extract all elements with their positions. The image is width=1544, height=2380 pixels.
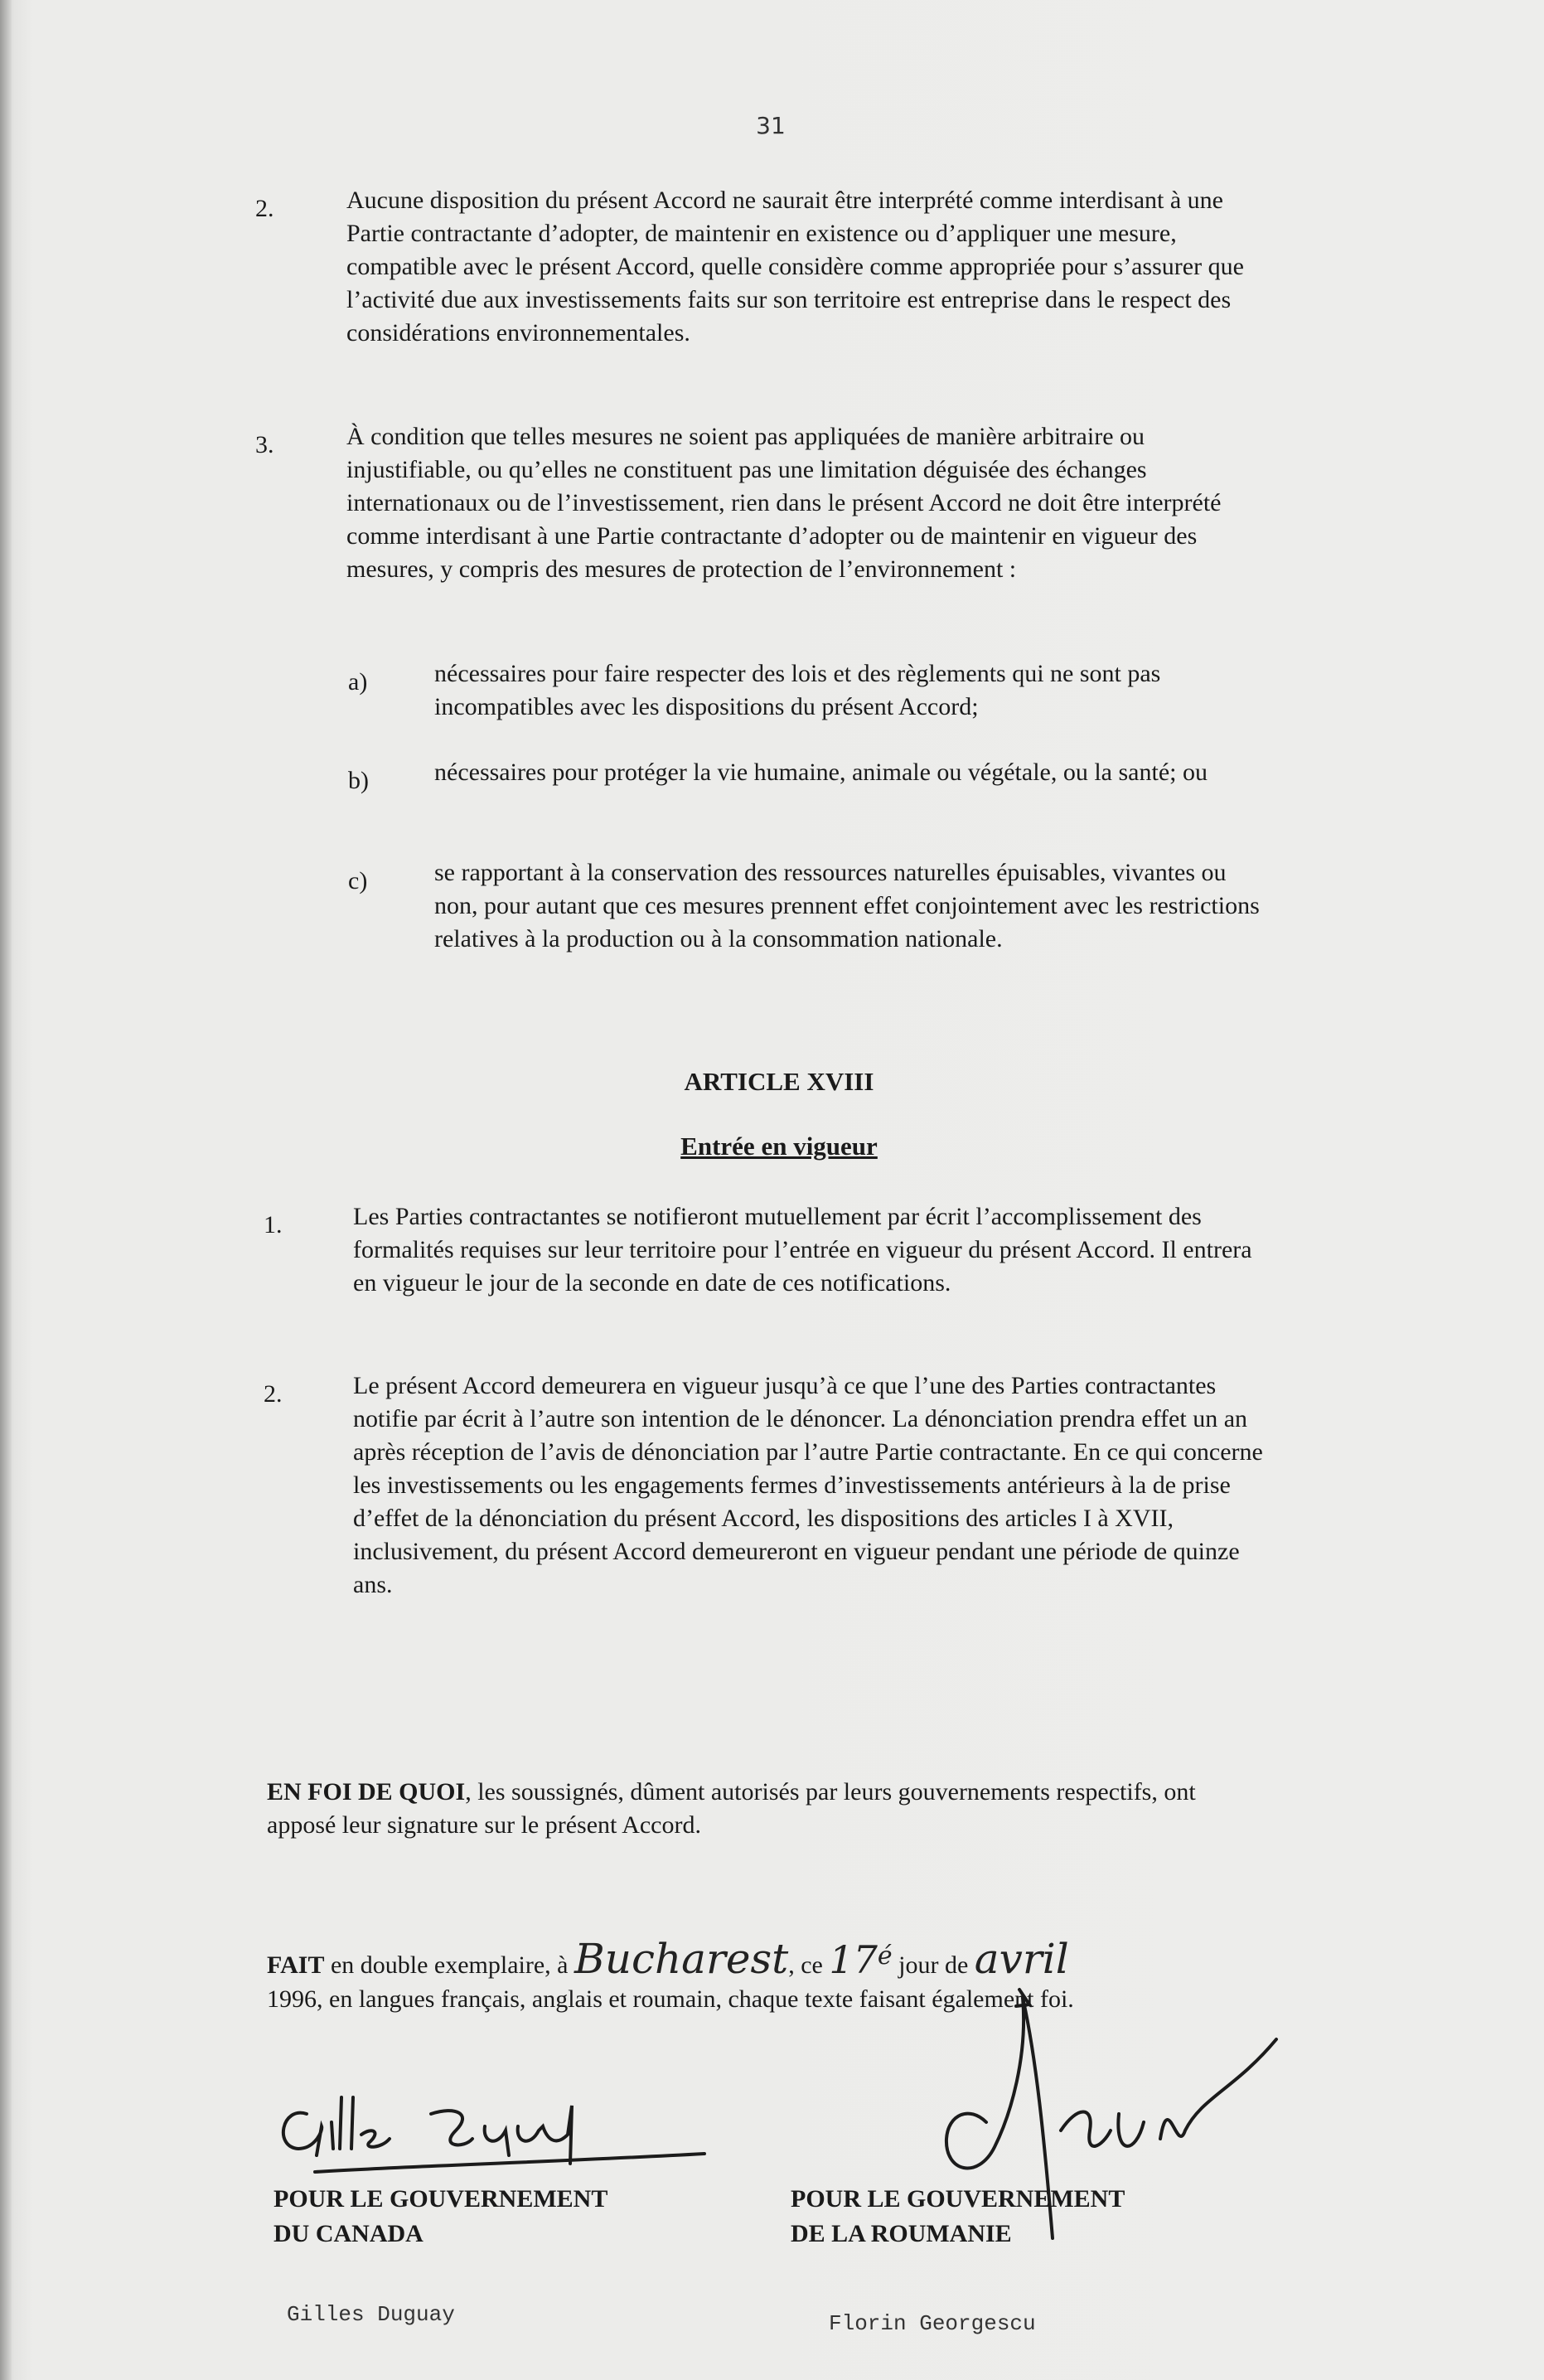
- done-text: jour de: [892, 1951, 975, 1979]
- done-text: , ce: [788, 1951, 830, 1979]
- typed-name-canada: Gilles Duguay: [287, 2302, 455, 2327]
- item-number: 1.: [264, 1211, 283, 1238]
- done-at-line-2: 1996, en langues français, anglais et roumain, chaque texte faisant également foi.: [267, 1985, 1074, 2013]
- subitem-letter: b): [348, 767, 369, 794]
- signature-canada: [257, 2056, 721, 2189]
- handwritten-city: Bucharest: [574, 1935, 789, 1983]
- signatory-line: DU CANADA: [273, 2220, 424, 2247]
- witness-bold: EN FOI DE QUOI: [267, 1778, 466, 1806]
- article-subtitle: Entrée en vigueur: [680, 1132, 878, 1161]
- subitem-text: nécessaires pour protéger la vie humaine, animale ou végétale, ou la santé; ou: [434, 759, 1208, 786]
- subitem-text: se rapportant à la conservation des ressources naturelles épuisables, vivantes ou non, pour autant que ces mesures prennent effet conjointement avec les restrictions relatives à la production ou à la consommation nationale.: [434, 859, 1260, 952]
- done-text: en double exemplaire, à: [324, 1951, 574, 1979]
- signatory-line: POUR LE GOUVERNEMENT: [791, 2185, 1125, 2213]
- page-number: 31: [756, 112, 786, 139]
- item-number: 2.: [255, 195, 274, 222]
- page-binding-shadow: [0, 0, 12, 2380]
- paragraph-environmental-measures: Aucune disposition du présent Accord ne saurait être interprété comme interdisant à une Partie contractante d’adopter, de maintenir en existence ou d’appliquer une mesure, compatible avec le présent Accord, quelle considère comme appropriée pour s’assurer que l’activité due aux investissements faits sur son territoire est entreprise dans le respect des considérations environnementales.: [346, 187, 1244, 347]
- done-bold: FAIT: [267, 1951, 325, 1979]
- witness-clause: [267, 1776, 1261, 1842]
- article-title: ARTICLE XVIII: [684, 1067, 874, 1096]
- signatory-romania: [791, 2182, 1125, 2252]
- signatory-canada: [273, 2182, 607, 2252]
- subitem-letter: a): [348, 668, 368, 696]
- item-number: 2.: [264, 1380, 283, 1408]
- subitem-text: nécessaires pour faire respecter des lois et des règlements qui ne sont pas incompatibles avec les dispositions du présent Accord;: [434, 660, 1161, 720]
- paragraph-general-exceptions: À condition que telles mesures ne soient pas appliquées de manière arbitraire ou injustifiable, ou qu’elles ne constituent pas une limitation déguisée des échanges internationaux ou de l’investissement, rien dans le présent Accord ne doit être interprété comme interdisant à une Partie contractante d’adopter ou de maintenir en vigueur des mesures, y compris des mesures de protection de l’environnement :: [346, 423, 1222, 583]
- signatory-line: POUR LE GOUVERNEMENT: [273, 2185, 608, 2213]
- signatory-line: DE LA ROUMANIE: [791, 2220, 1012, 2247]
- handwritten-day: 17: [829, 1937, 878, 1982]
- done-at-line-1: [267, 1935, 1295, 1983]
- handwritten-day-suffix: é: [877, 1941, 893, 1970]
- handwritten-month: avril: [974, 1935, 1069, 1983]
- item-number: 3.: [255, 431, 274, 458]
- subitem-letter: c): [348, 867, 368, 894]
- paragraph-termination: Le présent Accord demeurera en vigueur jusqu’à ce que l’une des Parties contractantes notifie par écrit à l’autre son intention de le dénoncer. La dénonciation prendra effet un an après réception de l’avis de dénonciation par l’autre Partie contractante. En ce qui concerne les investissements ou les engagements fermes d’investissements antérieurs à la de prise d’effet de la dénonciation du présent Accord, les dispositions des articles I à XVII, inclusivement, du présent Accord demeureront en vigueur pendant une période de quinze ans.: [353, 1372, 1263, 1598]
- paragraph-entry-into-force: Les Parties contractantes se notifieront mutuellement par écrit l’accomplissement des formalités requises sur leur territoire pour l’entrée en vigueur du présent Accord. Il entrera en vigueur le jour de la seconde en date de ces notifications.: [353, 1203, 1252, 1297]
- typed-name-romania: Florin Georgescu: [829, 2311, 1036, 2336]
- witness-text: , les soussignés, dûment autorisés par leurs gouvernements respectifs, ont apposé leur signature sur le présent Accord.: [267, 1778, 1196, 1839]
